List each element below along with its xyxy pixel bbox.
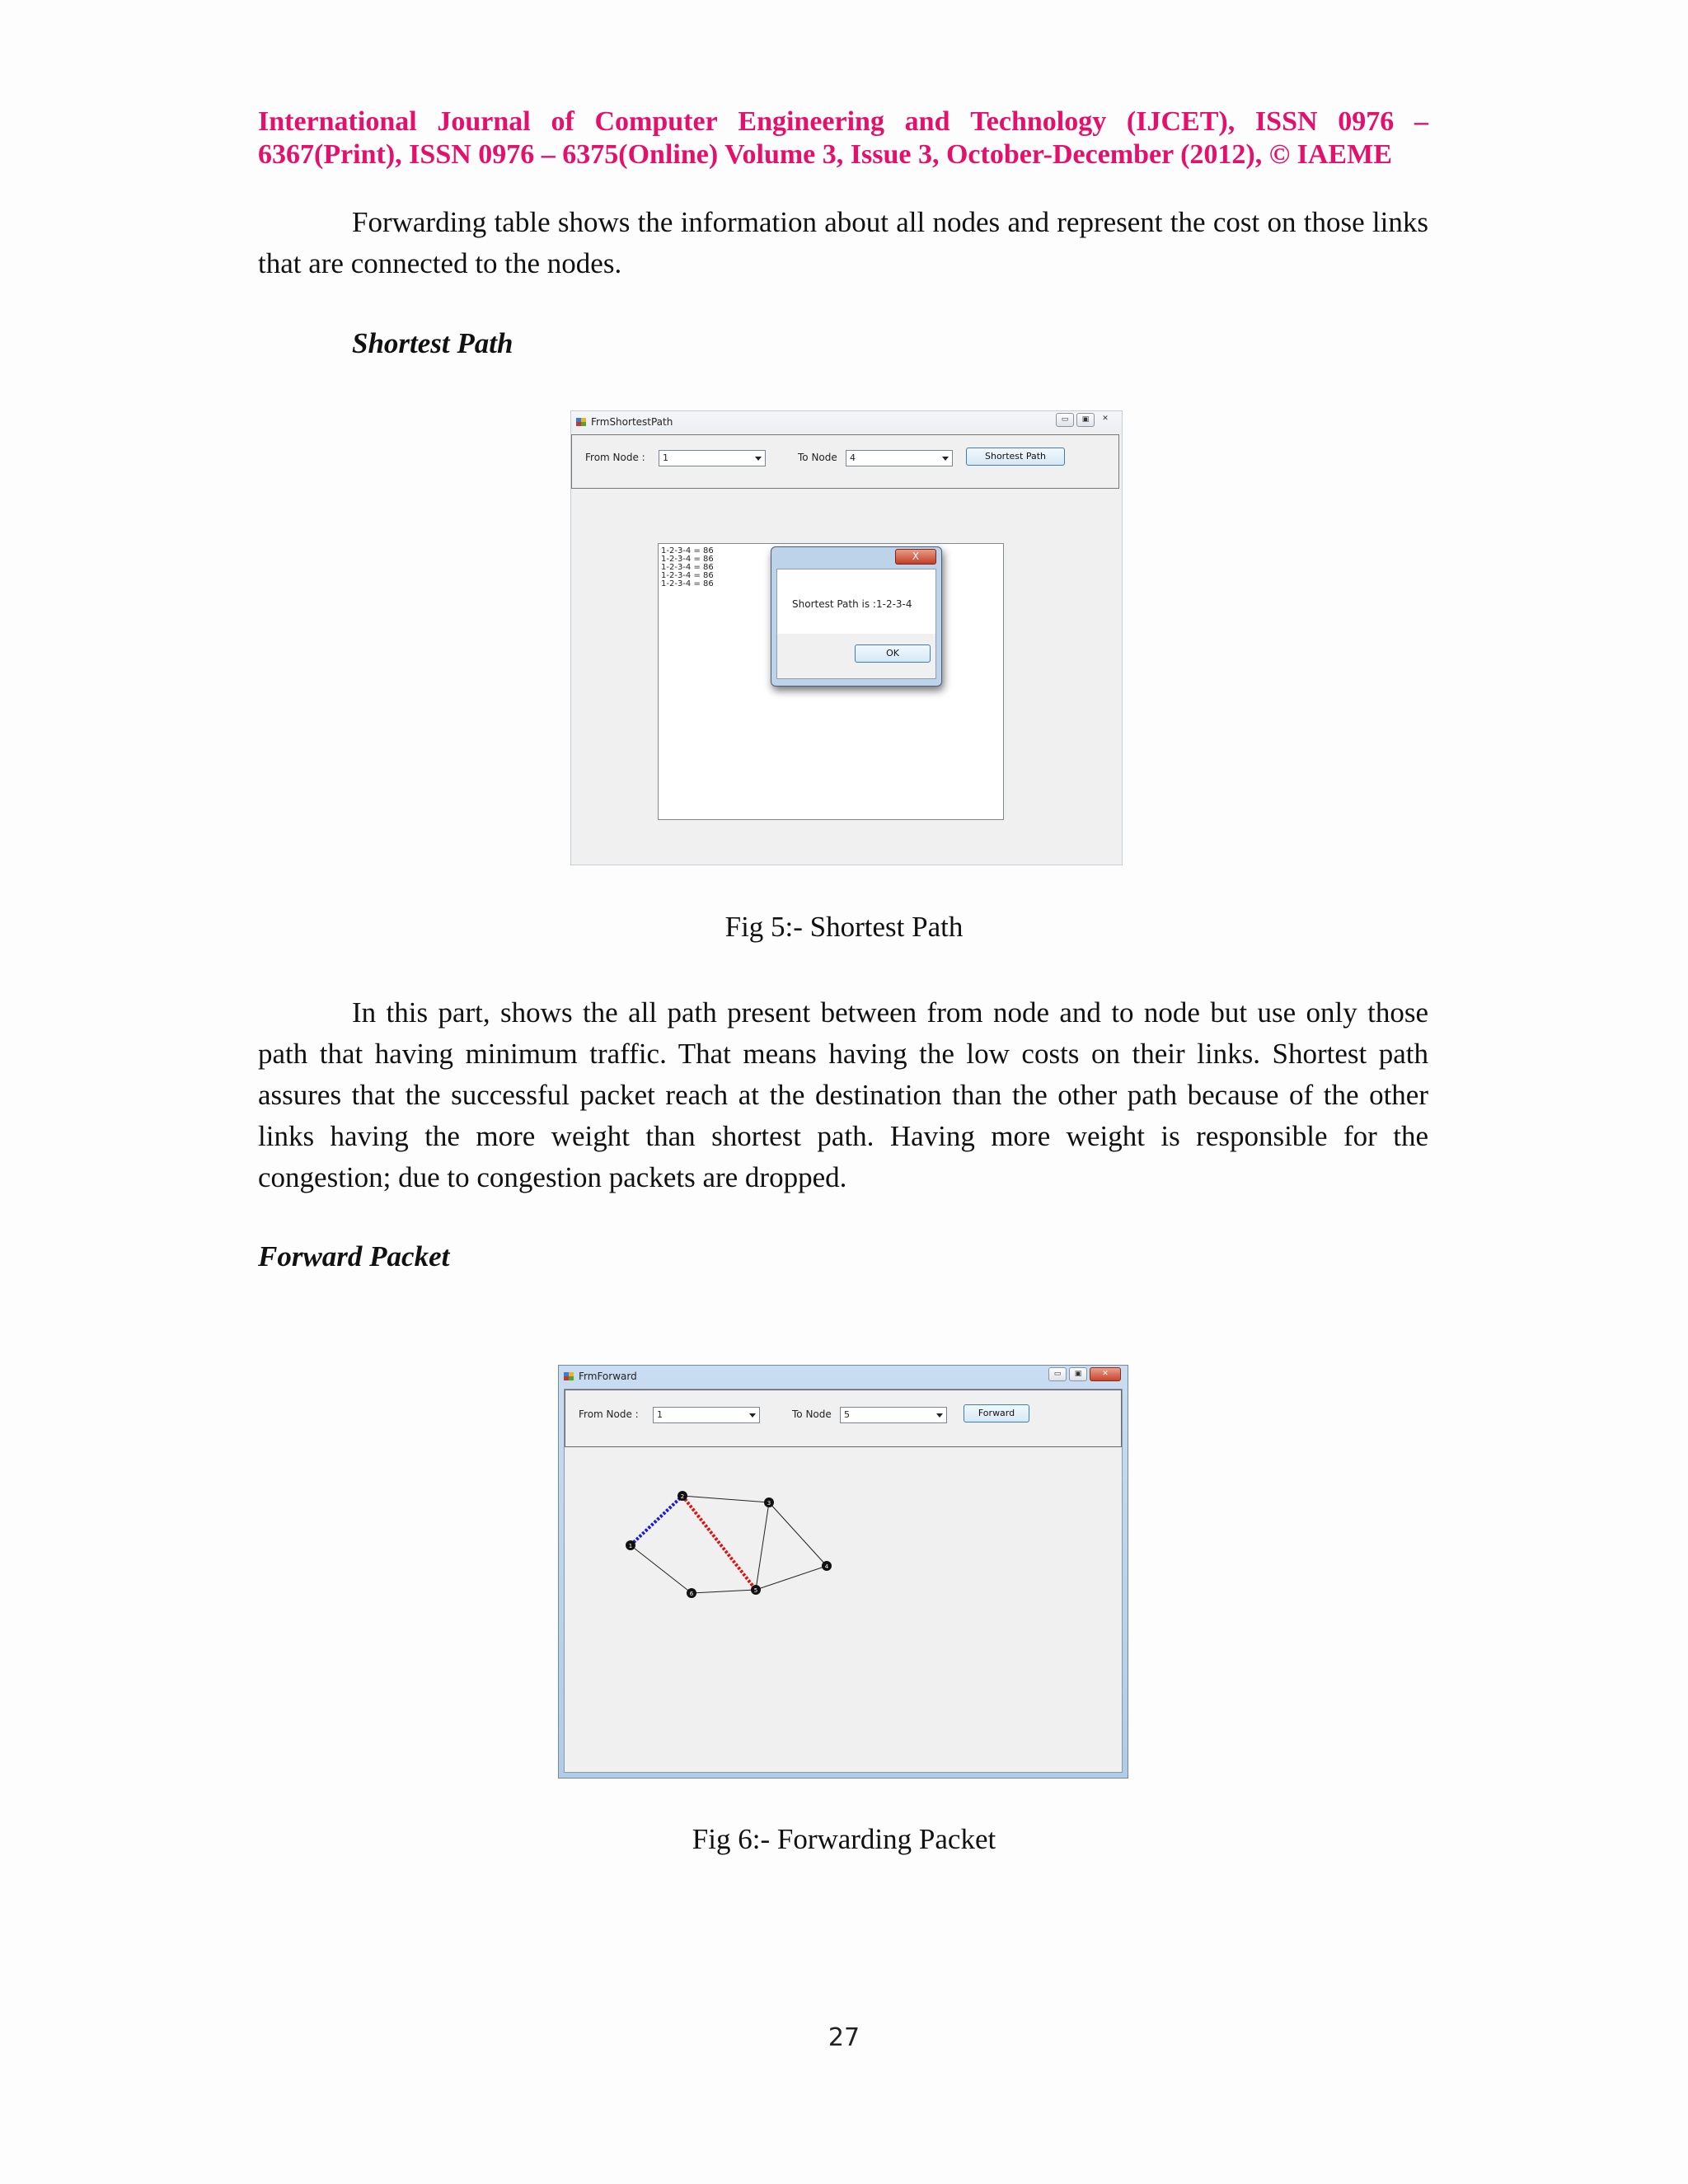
close-icon[interactable]: ✕ xyxy=(1102,415,1109,423)
dialog-close-button[interactable]: X xyxy=(895,549,936,565)
edge-3-4 xyxy=(769,1502,827,1566)
fig6-caption: Fig 6:- Forwarding Packet xyxy=(692,1823,996,1855)
edge-3-5 xyxy=(756,1502,769,1590)
dialog-ok-button[interactable]: OK xyxy=(855,644,931,663)
header-word: (IJCET), xyxy=(1126,106,1236,137)
to-node-select[interactable] xyxy=(846,450,953,466)
dialog-button-area xyxy=(777,634,935,678)
intro-paragraph: Forwarding table shows the information about all nodes and represent the cost on those links that are connected to the nodes. xyxy=(258,206,1428,279)
node-label: 5 xyxy=(753,1587,758,1594)
list-item[interactable]: 1-2-3-4 = 86 xyxy=(661,579,714,588)
maximize-icon[interactable]: ▣ xyxy=(1076,413,1095,427)
shortest-path-window xyxy=(570,410,1123,865)
toolbar-panel xyxy=(571,434,1119,489)
header-word: – xyxy=(1414,106,1428,137)
page-number: 27 xyxy=(828,2023,860,2052)
app-icon xyxy=(564,1372,574,1381)
to-node-select[interactable] xyxy=(840,1407,947,1423)
node-3 xyxy=(764,1497,774,1507)
chevron-down-icon xyxy=(749,1413,756,1418)
from-node-value: 1 xyxy=(657,1409,663,1420)
forward-button[interactable]: Forward xyxy=(964,1404,1029,1422)
network-graph xyxy=(565,1449,1122,1770)
app-icon xyxy=(576,418,586,427)
node-label: 1 xyxy=(628,1543,633,1549)
window-title: FrmForward xyxy=(579,1371,637,1382)
journal-header xyxy=(258,105,1428,171)
edge-1-2 xyxy=(631,1496,682,1545)
edge-6-1 xyxy=(628,1543,692,1593)
window-title: FrmShortestPath xyxy=(591,416,673,428)
journal-header-line-2: 6367(Print), ISSN 0976 – 6375(Online) Volume 3, Issue 3, October-December (2012), © IAEME xyxy=(258,139,1392,170)
to-node-value: 4 xyxy=(850,452,856,463)
from-node-select[interactable] xyxy=(659,450,766,466)
from-node-select[interactable] xyxy=(653,1407,760,1423)
node-label: 4 xyxy=(824,1563,829,1570)
section-heading-forward-packet: Forward Packet xyxy=(258,1240,450,1272)
minimize-icon[interactable]: ▭ xyxy=(1048,1367,1067,1381)
list-item[interactable]: 1-2-3-4 = 86 xyxy=(661,563,714,572)
dialog-message: Shortest Path is :1-2-3-4 xyxy=(792,598,912,610)
minimize-icon[interactable]: ▭ xyxy=(1056,413,1074,427)
node-label: 2 xyxy=(680,1493,685,1500)
header-word: and xyxy=(904,106,950,137)
window-controls xyxy=(1056,413,1114,427)
from-node-value: 1 xyxy=(663,452,668,463)
node-label: 3 xyxy=(767,1500,771,1507)
header-word: International xyxy=(258,106,417,137)
client-area xyxy=(564,1389,1123,1773)
node-6 xyxy=(687,1588,696,1598)
message-dialog xyxy=(771,546,942,687)
journal-header-line-1 xyxy=(258,105,1428,138)
from-node-label: From Node : xyxy=(579,1408,639,1420)
section-heading-shortest-path: Shortest Path xyxy=(352,327,513,359)
header-word: Computer xyxy=(594,106,718,137)
node-4 xyxy=(822,1561,832,1571)
forward-window xyxy=(558,1365,1128,1779)
chevron-down-icon xyxy=(942,457,949,461)
chevron-down-icon xyxy=(936,1413,943,1418)
fig5-caption: Fig 5:- Shortest Path xyxy=(724,911,964,943)
maximize-icon[interactable]: ▣ xyxy=(1069,1367,1087,1381)
body-paragraph: In this part, shows the all path present between from node and to node but use only those path that having minimum traffic. That means having the low costs on their links. Shortest path assures that the successful packet reach at the destination than the other path because of the other links having the more weight than shortest path. Having more weight is responsible for the congestion; due to congestion packets are dropped. xyxy=(258,996,1428,1193)
list-item[interactable]: 1-2-3-4 = 86 xyxy=(661,571,714,580)
edge-5-6 xyxy=(692,1590,756,1593)
to-node-label: To Node xyxy=(792,1408,832,1420)
title-bar xyxy=(571,411,1122,433)
toolbar-panel xyxy=(565,1390,1122,1447)
node-5 xyxy=(751,1585,761,1595)
header-word: Engineering xyxy=(738,106,884,137)
node-label: 6 xyxy=(689,1591,694,1597)
close-icon[interactable]: ✕ xyxy=(1090,1367,1121,1381)
to-node-value: 5 xyxy=(844,1409,850,1420)
header-word: of xyxy=(551,106,574,137)
list-item[interactable]: 1-2-3-4 = 86 xyxy=(661,555,714,564)
to-node-label: To Node xyxy=(798,452,837,463)
header-word: ISSN xyxy=(1254,106,1318,137)
chevron-down-icon xyxy=(755,457,762,461)
dialog-body xyxy=(776,569,936,679)
header-word: Journal xyxy=(437,106,531,137)
header-word: Technology xyxy=(970,106,1107,137)
node-1 xyxy=(626,1540,635,1550)
list-item[interactable]: 1-2-3-4 = 86 xyxy=(661,546,714,555)
shortest-path-button[interactable]: Shortest Path xyxy=(966,448,1065,466)
from-node-label: From Node : xyxy=(585,452,645,463)
edge-2-5 xyxy=(682,1496,756,1590)
edge-2-3 xyxy=(682,1496,769,1502)
header-word: 0976 xyxy=(1338,106,1395,137)
title-bar xyxy=(559,1366,1128,1387)
window-controls xyxy=(1048,1367,1121,1381)
node-2 xyxy=(678,1491,687,1501)
edge-4-5 xyxy=(756,1566,827,1590)
